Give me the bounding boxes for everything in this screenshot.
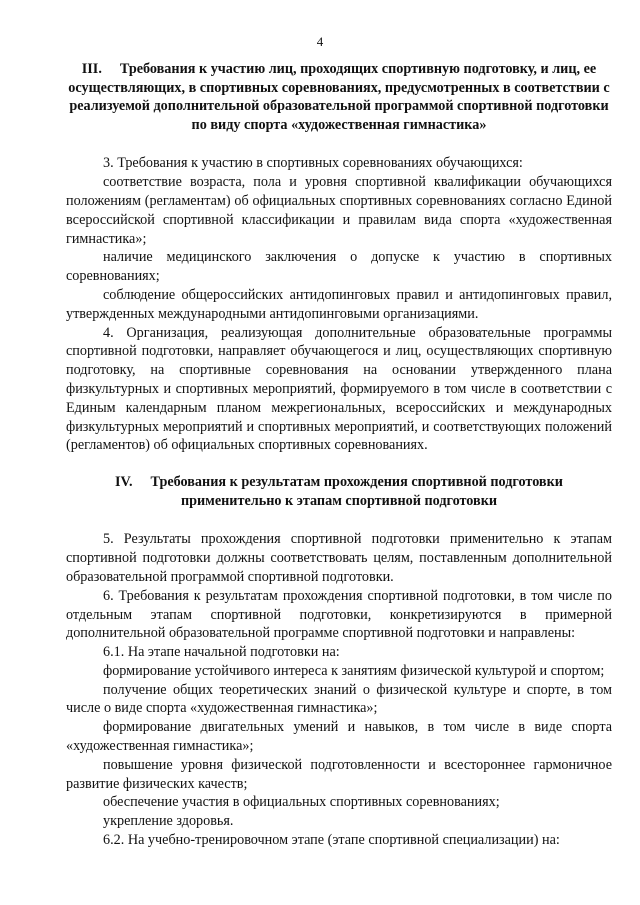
- section-4-number: IV.: [115, 474, 133, 491]
- section-3-number: III.: [81, 61, 102, 77]
- paragraph: 5. Результаты прохождения спортивной подготовки применительно к этапам спортивной подготовки должны соответствовать целям, поставленным дополнительной образовательной программой спортивной подготовки.: [66, 531, 612, 585]
- paragraph: соблюдение общероссийских антидопинговых правил и антидопинговых правил, утвержденных международными антидопинговыми организациями.: [66, 286, 612, 322]
- page-number: 4: [316, 34, 324, 49]
- paragraph: 6.2. На учебно-тренировочном этапе (этапе спортивной специализации) на:: [103, 832, 560, 849]
- document-body: [66, 60, 612, 850]
- paragraph: формирование устойчивого интереса к занятиям физической культурой и спортом;: [103, 662, 605, 679]
- paragraph: 6. Требования к результатам прохождения спортивной подготовки, в том числе по отдельным этапам спортивной подготовки, конкретизируются в примерной дополнительной образовательной программе спортивной подготовки и направлены:: [66, 587, 612, 642]
- section-4-heading: [66, 473, 612, 510]
- paragraph: обеспечение участия в официальных спортивных соревнованиях;: [103, 794, 500, 811]
- paragraph: получение общих теоретических знаний о физической культуре и спорте, в том числе о виде спорта «художественная гимнастика»;: [66, 681, 612, 717]
- paragraph: повышение уровня физической подготовленности и всестороннее гармоничное развитие физических качеств;: [66, 756, 612, 792]
- section-3-title: Требования к участию лиц, проходящих спортивную подготовку, и лиц, ее осуществляющих, в спортивных соревнованиях, предусмотренных в соответствии с реализуемой дополнительной образовательной программой спортивной подготовки по виду спорта «художественная гимнастика»: [68, 61, 610, 133]
- paragraph: наличие медицинского заключения о допуске к участию в спортивных соревнованиях;: [66, 249, 612, 285]
- section-3-heading: [66, 60, 612, 134]
- paragraph: укрепление здоровья.: [103, 813, 234, 830]
- paragraph: соответствие возраста, пола и уровня спортивной квалификации обучающихся положениям (регламентам) об официальных спортивных соревнованиях согласно Единой всероссийской спортивной классификации и правилам вида спорта «художественная гимнастика»;: [66, 174, 612, 247]
- section-4-title: Требования к результатам прохождения спортивной подготовки применительно к этапам спортивной подготовки: [150, 474, 563, 509]
- paragraph: 3. Требования к участию в спортивных соревнованиях обучающихся:: [103, 155, 523, 172]
- paragraph: формирование двигательных умений и навыков, в том числе в виде спорта «художественная гимнастика»;: [66, 719, 612, 755]
- paragraph: 6.1. На этапе начальной подготовки на:: [103, 644, 340, 661]
- paragraph: 4. Организация, реализующая дополнительные образовательные программы спортивной подготовки, направляет обучающегося и лиц, осуществляющих спортивную подготовку, на спортивные соревнования на основании утвержденного плана физкультурных и спортивных мероприятий, формируемого в том числе в соответствии с Единым календарным планом межрегиональных, всероссийских и международных физкультурных мероприятий и спортивных мероприятий, и соответствующих положений (регламентов) об официальных спортивных соревнованиях.: [66, 324, 612, 454]
